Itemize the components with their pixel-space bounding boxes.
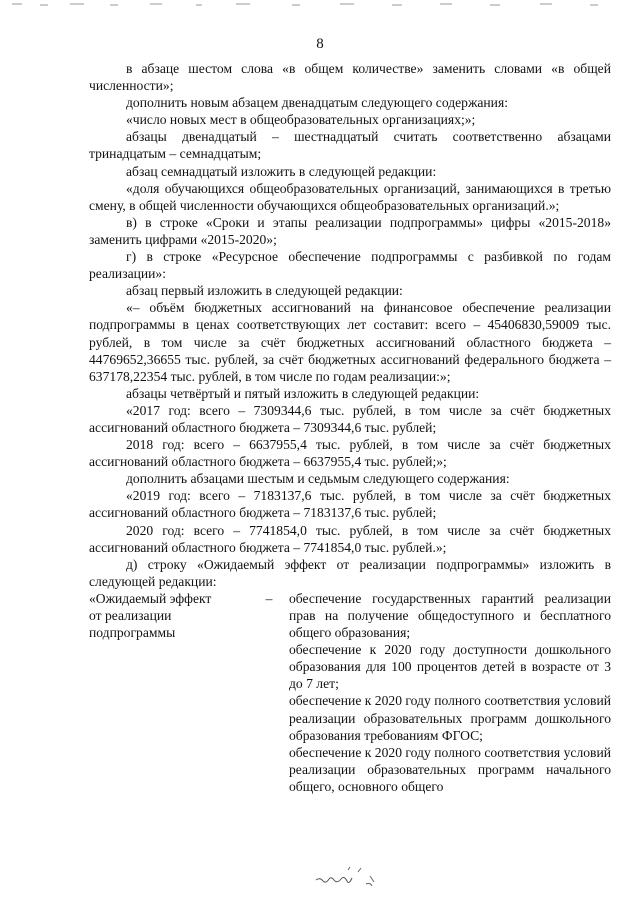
expected-effect-table	[89, 590, 611, 795]
paragraph: «2017 год: всего – 7309344,6 тыс. рублей, в том числе за счёт бюджетных ассигнований областного бюджета – 7309344,6 тыс. рублей;	[89, 402, 611, 435]
table-label-line: «Ожидаемый эффект	[89, 590, 212, 606]
handwritten-signature	[308, 862, 388, 894]
paragraph: «– объём бюджетных ассигнований на финансовое обеспечение реализации подпрограммы в ценах соответствующих лет составит: всего – 45406830,59009 тыс. рублей, в том числе за счёт бюджетных ассигнований областного бюджета – 44769652,36655 тыс. рублей, за счёт бюджетных ассигнований федерального бюджета – 637178,22354 тыс. рублей, в том числе по годам реализации:»;	[89, 300, 611, 384]
table-item: обеспечение к 2020 году полного соответствия условий реализации образовательных программ дошкольного образования требованиям ФГОС;	[289, 693, 611, 743]
paragraph: 2020 год: всего – 7741854,0 тыс. рублей, в том числе за счёт бюджетных ассигнований областного бюджета – 7741854,0 тыс. рублей.»;	[89, 522, 611, 555]
document-body	[89, 60, 611, 795]
paragraph: г) в строке «Ресурсное обеспечение подпрограммы с разбивкой по годам реализации»:	[89, 249, 611, 282]
table-item: обеспечение государственных гарантий реализации прав на получение общедоступного и бесплатного общего образования;	[289, 590, 611, 641]
paragraph: абзац первый изложить в следующей редакции:	[126, 283, 403, 299]
paragraph: в абзаце шестом слова «в общем количестве» заменить словами «в общей численности»;	[89, 61, 611, 94]
page-number: 8	[316, 36, 324, 52]
table-item: обеспечение к 2020 году доступности дошкольного образования для 100 процентов детей в возрасте от 3 до 7 лет;	[289, 642, 611, 692]
paragraph: абзацы четвёртый и пятый изложить в следующей редакции:	[126, 385, 480, 401]
paragraph: д) строку «Ожидаемый эффект от реализации подпрограммы» изложить в следующей редакции:	[89, 556, 611, 589]
paragraph: дополнить новым абзацем двенадцатым следующего содержания:	[126, 95, 508, 111]
paragraph: абзац семнадцатый изложить в следующей редакции:	[126, 163, 437, 179]
paragraph: «2019 год: всего – 7183137,6 тыс. рублей, в том числе за счёт бюджетных ассигнований областного бюджета – 7183137,6 тыс. рублей;	[89, 488, 611, 521]
table-label-line: от реализации	[89, 608, 172, 623]
paragraph: 2018 год: всего – 6637955,4 тыс. рублей, в том числе за счёт бюджетных ассигнований областного бюджета – 6637955,4 тыс. рублей;»;	[89, 437, 611, 470]
table-dash: –	[265, 590, 273, 606]
table-label-line: подпрограммы	[89, 625, 176, 641]
scan-edge-marks	[0, 0, 640, 10]
table-item: обеспечение к 2020 году полного соответствия условий реализации образовательных программ начального общего, основного общего	[289, 744, 611, 794]
table-label-cell	[89, 590, 249, 795]
paragraph: в) в строке «Сроки и этапы реализации подпрограммы» цифры «2015-2018» заменить цифрами «2015-2020»;	[89, 214, 611, 247]
paragraph: абзацы двенадцатый – шестнадцатый считать соответственно абзацами тринадцатым – семнадцатым;	[89, 129, 611, 162]
table-value-cell	[289, 590, 611, 795]
paragraph: «доля обучающихся общеобразовательных организаций, занимающихся в третью смену, в общей численности обучающихся общеобразовательных организаций.»;	[89, 180, 611, 213]
paragraph: «число новых мест в общеобразовательных организациях;»;	[126, 112, 476, 128]
paragraph: дополнить абзацами шестым и седьмым следующего содержания:	[126, 471, 510, 487]
